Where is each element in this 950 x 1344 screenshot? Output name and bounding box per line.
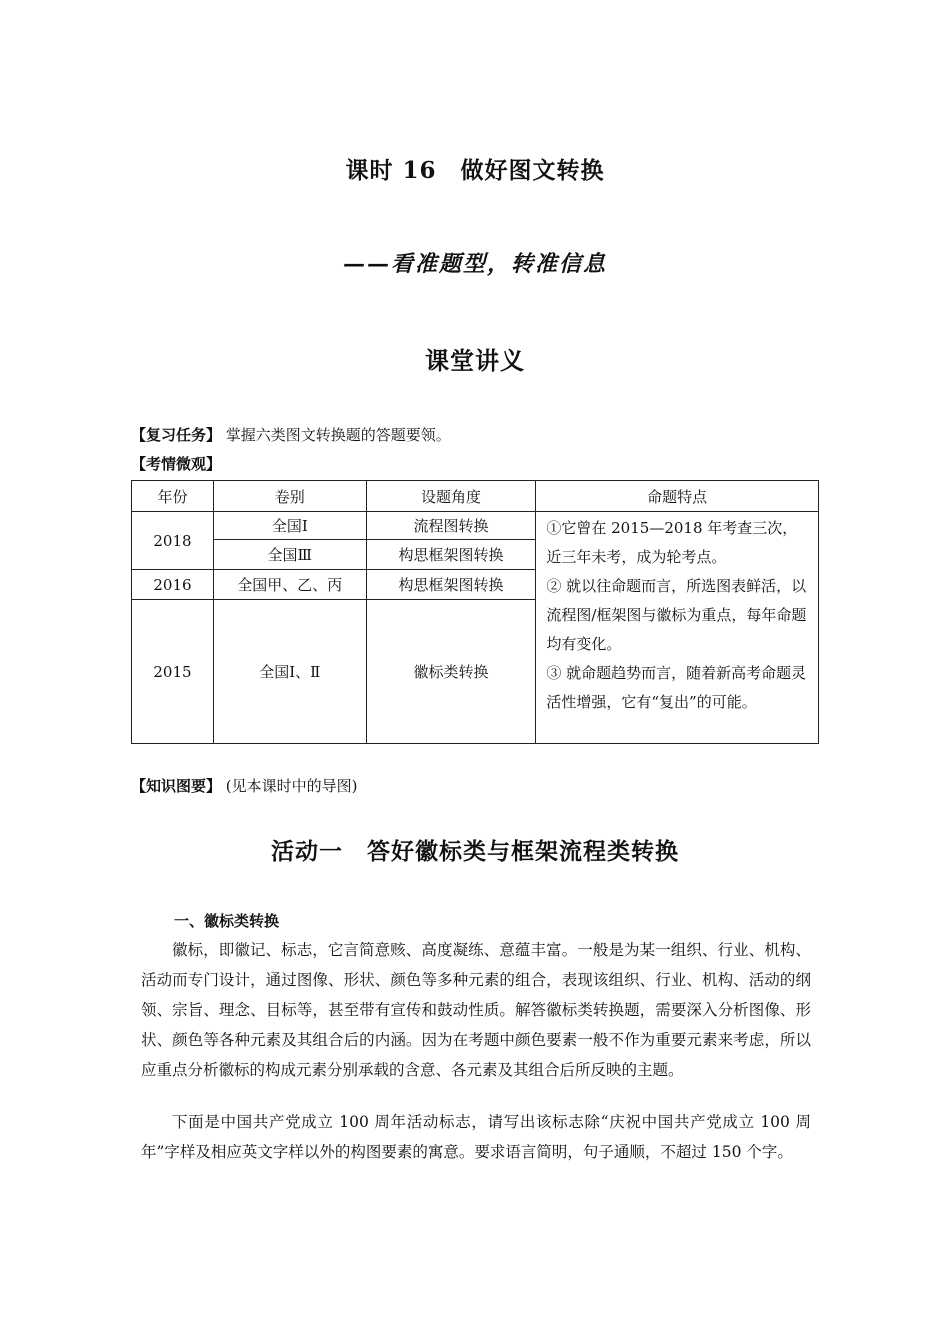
angle-cell: 徽标类转换 — [366, 600, 536, 744]
angle-cell: 流程图转换 — [366, 512, 536, 540]
activity-subtitle: 一、徽标类转换 — [174, 912, 280, 930]
review-task — [131, 424, 451, 445]
header-year: 年份 — [132, 481, 214, 512]
lesson-title: 课时 16 做好图文转换 — [345, 157, 605, 184]
feature-item: ③ 就命题趋势而言，随着新高考命题灵活性增强，它有“复出”的可能。 — [546, 664, 807, 711]
year-cell: 2015 — [132, 600, 214, 744]
knowledge-text: (见本课时中的导图) — [225, 777, 358, 795]
section-title: 课堂讲义 — [425, 346, 525, 375]
paper-cell: 全国甲、乙、丙 — [213, 570, 366, 600]
exam-overview — [131, 453, 221, 474]
paragraph: 下面是中国共产党成立 100 周年活动标志，请写出该标志除“庆祝中国共产党成立 100 周年”字样及相应英文字样以外的构图要素的寓意。要求语言简明，句子通顺，不超过 150 个字。 — [141, 1113, 811, 1161]
knowledge-label: 【知识图要】 — [131, 777, 222, 795]
header-paper: 卷别 — [213, 481, 366, 512]
header-angle: 设题角度 — [366, 481, 536, 512]
review-text: 掌握六类图文转换题的答题要领。 — [225, 426, 451, 444]
activity-title: 活动一 答好徽标类与框架流程类转换 — [271, 838, 679, 865]
features-cell — [536, 512, 819, 744]
paper-cell: 全国Ⅰ、Ⅱ — [213, 600, 366, 744]
paragraph: 徽标，即徽记、标志，它言简意赅、高度凝练、意蕴丰富。一般是为某一组织、行业、机构、活动而专门设计，通过图像、形状、颜色等多种元素的组合，表现该组织、行业、机构、活动的纲领、宗旨、理念、目标等，甚至带有宣传和鼓动性质。解答徽标类转换题，需要深入分析图像、形状、颜色等各种元素及其组合后的内涵。因为在考题中颜色要素一般不作为重要元素来考虑，所以应重点分析徽标的构成元素分别承载的含意、各元素及其组合后所反映的主题。 — [141, 941, 811, 1079]
table-header-row — [132, 481, 819, 512]
year-cell: 2016 — [132, 570, 214, 600]
year-cell: 2018 — [132, 512, 214, 570]
lesson-subtitle: ——看准题型，转准信息 — [342, 251, 607, 277]
paper-cell: 全国Ⅲ — [213, 540, 366, 570]
exam-table — [131, 480, 819, 744]
table-row — [132, 512, 819, 540]
feature-item: ② 就以往命题而言，所选图表鲜活，以流程图/框架图与徽标为重点，每年命题均有变化。 — [546, 577, 807, 653]
knowledge-map — [131, 775, 358, 796]
paper-cell: 全国Ⅰ — [213, 512, 366, 540]
angle-cell: 构思框架图转换 — [366, 540, 536, 570]
exam-label: 【考情微观】 — [131, 455, 222, 473]
review-label: 【复习任务】 — [131, 426, 222, 444]
feature-item: ①它曾在 2015—2018 年考查三次，近三年未考，成为轮考点。 — [546, 519, 798, 566]
header-features: 命题特点 — [536, 481, 819, 512]
angle-cell: 构思框架图转换 — [366, 570, 536, 600]
